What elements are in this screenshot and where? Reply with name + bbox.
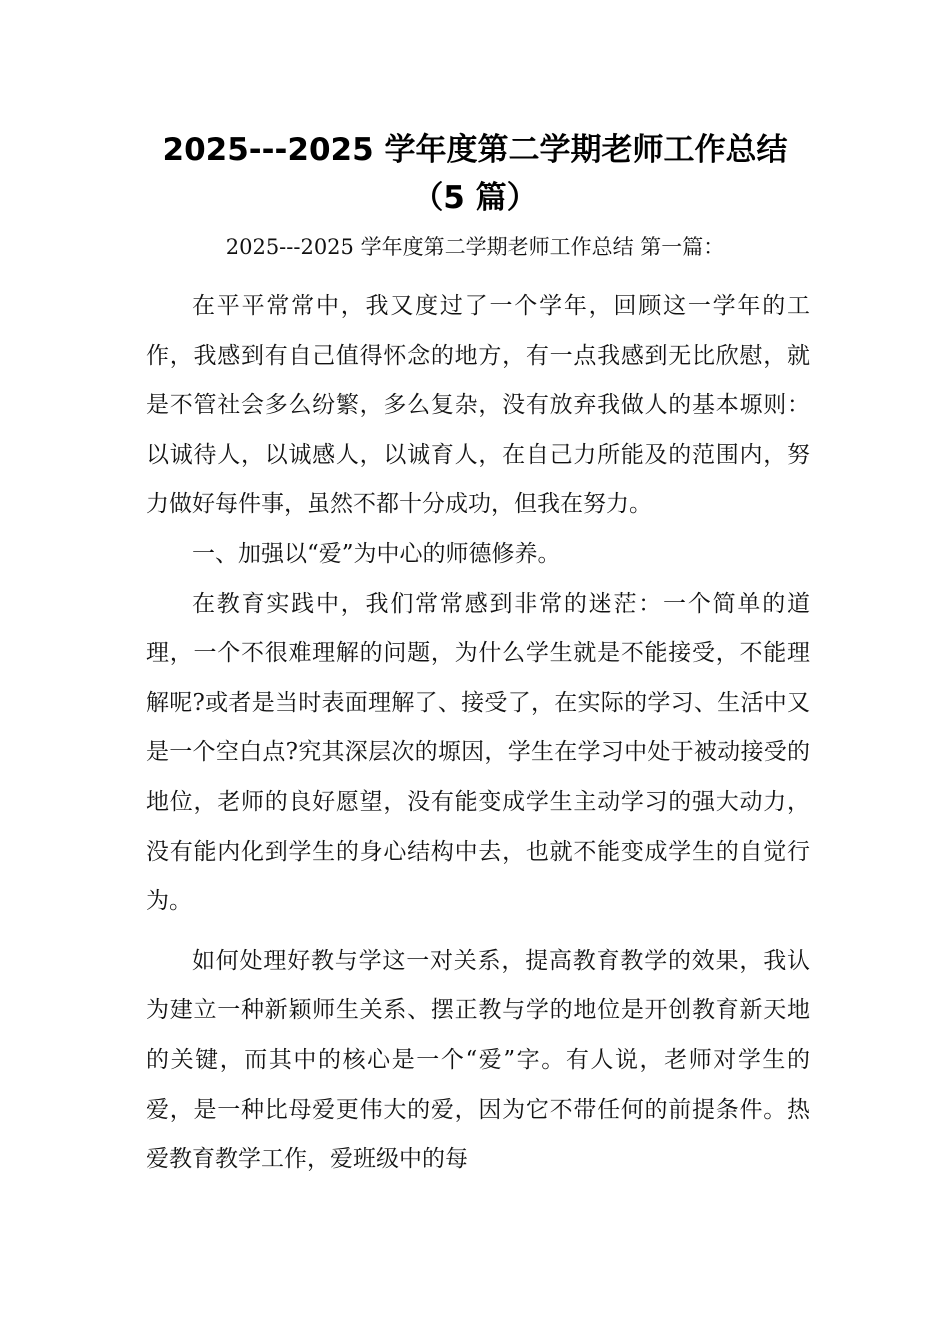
title-line-1: 2025---2025 学年度第二学期老师工作总结 xyxy=(162,132,788,168)
title-line-2: （5 篇） xyxy=(412,180,538,216)
section-heading: 一、加强以“爱”为中心的师德修养。 xyxy=(192,540,561,567)
document-body xyxy=(146,282,810,1185)
paragraph-practice: 在教育实践中，我们常常感到非常的迷茫：一个简单的道理，一个不很难理解的问题，为什么学生就是不能接受，不能理解呢?或者是当时表面理解了、接受了，在实际的学习、生活中又是一个空白点?究其深层次的塬因，学生在学习中处于被动接受的地位，老师的良好愿望，没有能变成学生主动学习的强大动力，没有能内化到学生的身心结构中去，也就不能变成学生的自觉行为。 xyxy=(146,590,810,915)
section-subtitle: 2025---2025 学年度第二学期老师工作总结 第一篇： xyxy=(225,235,725,259)
paragraph-intro: 在平平常常中，我又度过了一个学年，回顾这一学年的工作，我感到有自己值得怀念的地方，有一点我感到无比欣慰，就是不管社会多么纷繁，多么复杂，没有放弃我做人的基本塬则：以诚待人，以诚感人，以诚育人，在自己力所能及的范围内，努力做好每件事，虽然不都十分成功，但我在努力。 xyxy=(146,293,810,518)
paragraph-relationship: 如何处理好教与学这一对关系，提高教育教学的效果，我认为建立一种新颖师生关系、摆正教与学的地位是开创教育新天地的关键，而其中的核心是一个“爱”字。有人说，老师对学生的爱，是一种比母爱更伟大的爱，因为它不带任何的前提条件。热爱教育教学工作，爱班级中的每 xyxy=(146,947,810,1173)
document-title xyxy=(0,126,950,222)
